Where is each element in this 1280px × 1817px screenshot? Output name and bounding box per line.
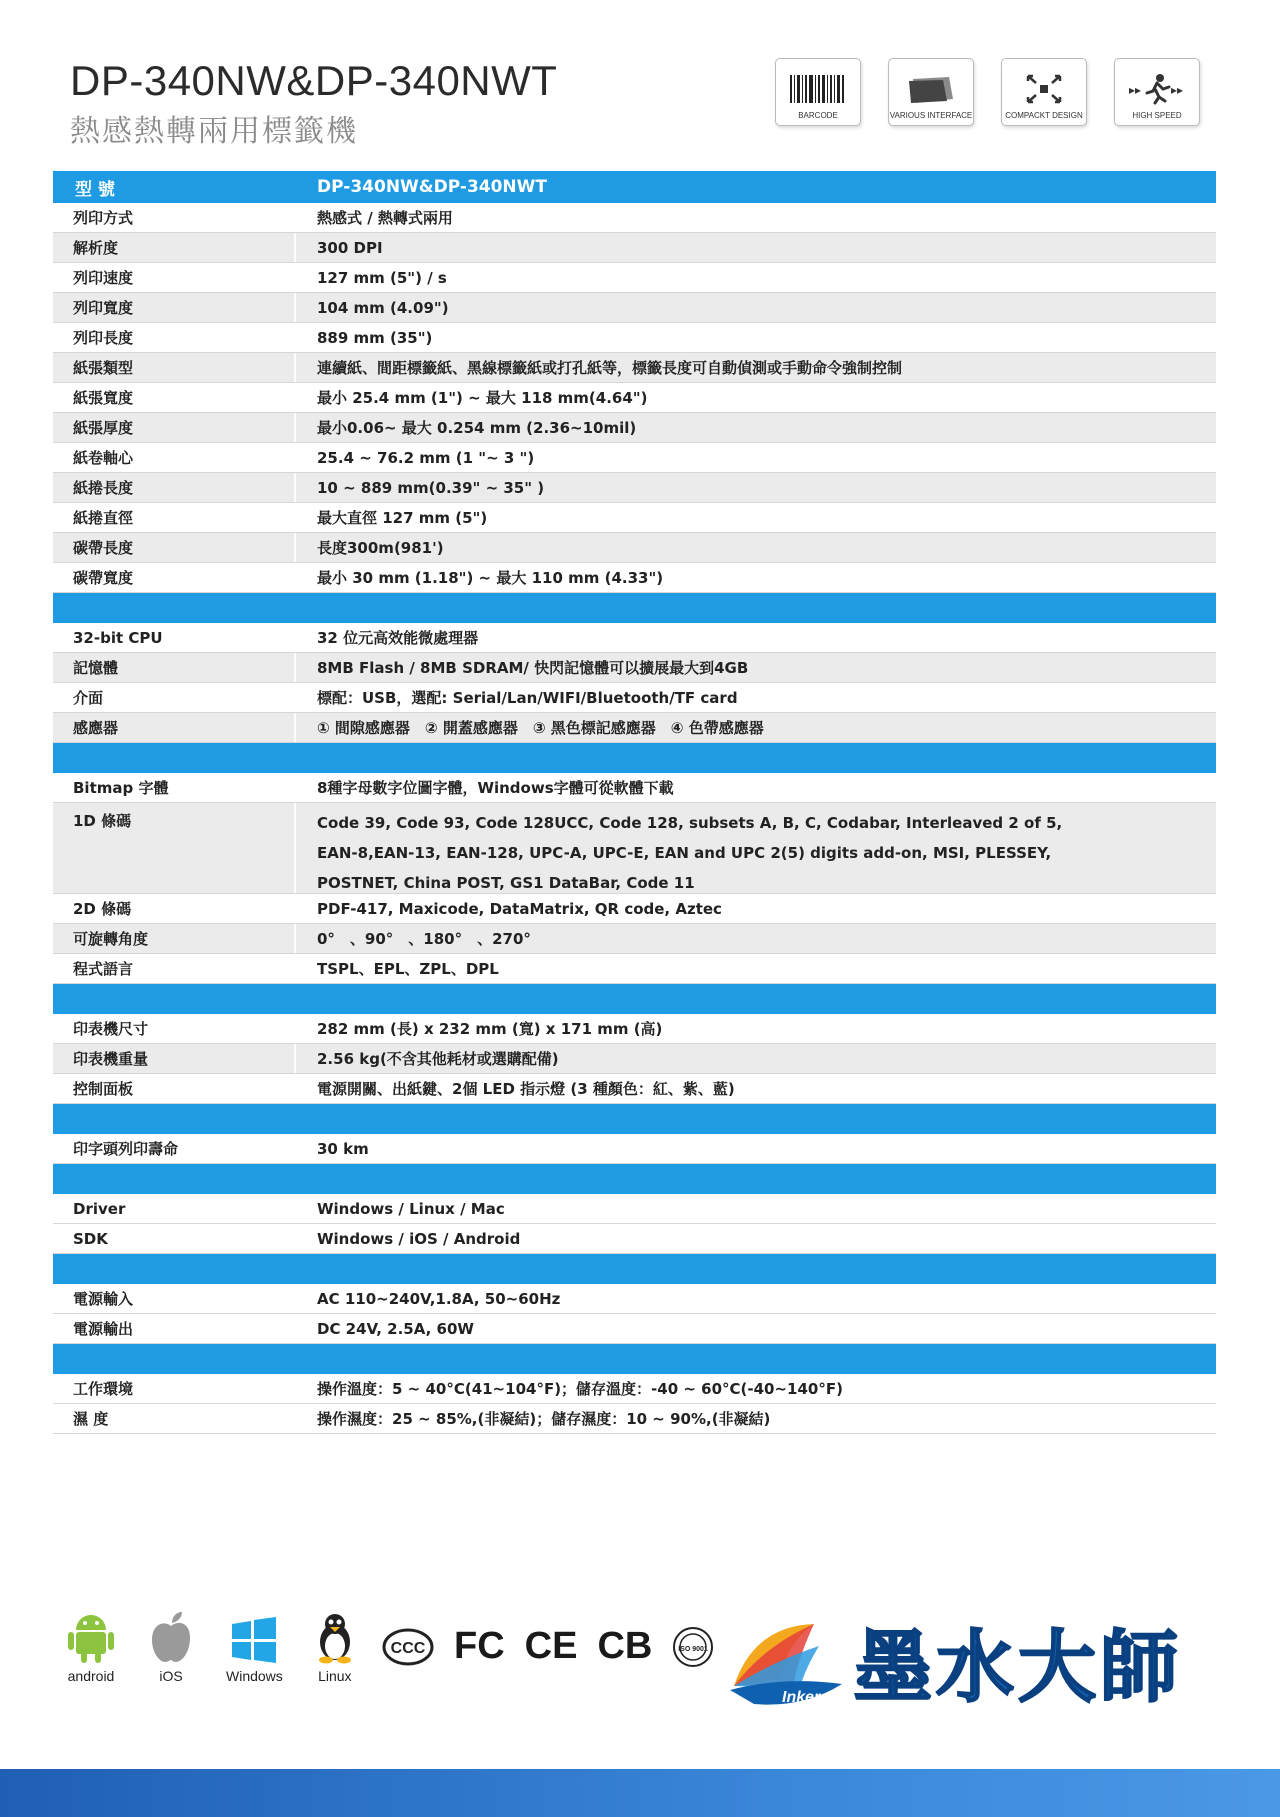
spec-key: 列印速度 [53, 263, 296, 292]
spec-value: 300 DPI [317, 238, 383, 257]
os-linux [315, 1612, 355, 1684]
spec-key: 解析度 [53, 233, 296, 262]
spec-value: 127 mm (5") / s [317, 268, 447, 287]
feature-label: HIGH SPEED [1132, 111, 1182, 120]
spec-value: DC 24V, 2.5A, 60W [317, 1319, 474, 1338]
section-band [53, 1344, 1216, 1374]
spec-row [53, 683, 1216, 713]
feature-icons [775, 58, 1200, 126]
spec-value: 0° 、90° 、180° 、270° [317, 930, 531, 948]
spec-header-value: DP-340NW&DP-340NWT [317, 177, 548, 197]
spec-value: 最小0.06~ 最大 0.254 mm (2.36~10mil) [317, 419, 637, 437]
spec-value: 電源開關、出紙鍵、2個 LED 指示燈 (3 種顏色：紅、紫、藍) [317, 1080, 735, 1098]
spec-key: 印表機尺寸 [53, 1014, 296, 1043]
os-android [66, 1610, 116, 1684]
spec-key: 印字頭列印壽命 [53, 1134, 296, 1163]
page-title: DP-340NW&DP-340NWT [70, 57, 558, 104]
spec-key: 2D 條碼 [53, 894, 296, 923]
ccc-icon [382, 1627, 434, 1667]
fc-mark: FC [454, 1625, 505, 1667]
svg-text:▸▸: ▸▸ [1129, 83, 1142, 97]
title-block [70, 56, 557, 152]
spec-key: 濕 度 [53, 1404, 296, 1433]
spec-header-row [53, 171, 1216, 203]
spec-key: 紙張寬度 [53, 383, 296, 412]
spec-value: 30 km [317, 1139, 369, 1158]
android-icon [66, 1610, 116, 1664]
ce-mark: CE [524, 1625, 578, 1667]
spec-value: 最小 25.4 mm (1") ~ 最大 118 mm(4.64") [317, 389, 648, 407]
spec-key: 紙張類型 [53, 353, 296, 382]
footer-bar [0, 1769, 1280, 1817]
spec-value: Windows / iOS / Android [317, 1229, 521, 1248]
spec-row [53, 233, 1216, 263]
ccc-text: CCC [390, 1639, 426, 1657]
feature-interface [888, 58, 974, 126]
spec-key: 碳帶長度 [53, 533, 296, 562]
os-ios [148, 1610, 194, 1684]
spec-value: PDF-417, Maxicode, DataMatrix, QR code, Aztec [317, 899, 722, 918]
spec-key: 列印方式 [53, 203, 296, 232]
section-band [53, 1104, 1216, 1134]
section-band [53, 1254, 1216, 1284]
os-logos [66, 1610, 355, 1684]
spec-value: 操作濕度：25 ~ 85%,(非凝結)；儲存濕度：10 ~ 90%,(非凝結) [317, 1410, 771, 1428]
spec-row [53, 924, 1216, 954]
windows-icon [230, 1616, 278, 1664]
spec-row [53, 1224, 1216, 1254]
spec-row [53, 713, 1216, 743]
spec-key: 介面 [53, 683, 296, 712]
os-label: iOS [159, 1668, 183, 1684]
page-subtitle: 熱感熱轉兩用標籤機 [70, 114, 358, 149]
spec-row [53, 473, 1216, 503]
spec-row [53, 503, 1216, 533]
spec-value [296, 803, 1216, 893]
spec-row [53, 1014, 1216, 1044]
spec-row [53, 413, 1216, 443]
spec-value: 104 mm (4.09") [317, 298, 449, 317]
spec-row [53, 894, 1216, 924]
interface-cards-icon [903, 75, 959, 105]
spec-key: 列印寬度 [53, 293, 296, 322]
spec-key: 列印長度 [53, 323, 296, 352]
spec-value-line: Code 39, Code 93, Code 128UCC, Code 128, subsets A, B, C, Codabar, Interleaved 2 of 5, [317, 814, 1063, 832]
spec-value: 長度300m(981') [317, 539, 444, 557]
runner-icon [1127, 73, 1187, 105]
feature-label: COMPACKT DESIGN [1005, 111, 1083, 120]
os-label: Windows [226, 1668, 283, 1684]
spec-row [53, 1404, 1216, 1434]
spec-value: 282 mm (長) x 232 mm (寬) x 171 mm (高) [317, 1020, 663, 1038]
spec-value: 25.4 ~ 76.2 mm (1 "~ 3 ") [317, 448, 535, 467]
spec-key: 程式語言 [53, 954, 296, 983]
feature-label: VARIOUS INTERFACE [889, 111, 973, 120]
spec-key: 感應器 [53, 713, 296, 742]
spec-value: 2.56 kg(不含其他耗材或選購配備) [317, 1050, 559, 1068]
spec-row [53, 623, 1216, 653]
spec-value: 熱感式 / 熱轉式兩用 [317, 209, 453, 227]
section-band [53, 743, 1216, 773]
compact-arrows-icon [1024, 73, 1064, 105]
spec-value: 32 位元高效能微處理器 [317, 629, 479, 647]
spec-value: 最小 30 mm (1.18") ~ 最大 110 mm (4.33") [317, 569, 664, 587]
spec-row [53, 653, 1216, 683]
spec-value-line: POSTNET, China POST, GS1 DataBar, Code 11 [317, 874, 695, 892]
spec-key: Bitmap 字體 [53, 773, 296, 802]
inker-logo-icon [724, 1616, 844, 1706]
linux-tux-icon [315, 1612, 355, 1664]
spec-key: 印表機重量 [53, 1044, 296, 1073]
spec-row [53, 1314, 1216, 1344]
barcode-icon [788, 73, 848, 105]
inker-logo-text: Inker [782, 1689, 821, 1706]
spec-key: 工作環境 [53, 1374, 296, 1403]
section-band [53, 984, 1216, 1014]
spec-key: 紙捲直徑 [53, 503, 296, 532]
brand-logo [724, 1605, 1182, 1717]
spec-value: 8種字母數字位圖字體，Windows字體可從軟體下載 [317, 779, 674, 797]
spec-row [53, 954, 1216, 984]
section-band [53, 1164, 1216, 1194]
feature-barcode [775, 58, 861, 126]
spec-key: 紙卷軸心 [53, 443, 296, 472]
spec-value: 8MB Flash / 8MB SDRAM/ 快閃記憶體可以擴展最大到4GB [317, 659, 749, 677]
spec-row [53, 263, 1216, 293]
feature-compact [1001, 58, 1087, 126]
spec-value-line: EAN-8,EAN-13, EAN-128, UPC-A, UPC-E, EAN and UPC 2(5) digits add-on, MSI, PLESSEY, [317, 844, 1052, 862]
spec-row [53, 323, 1216, 353]
iso-text: ISO 9001 [678, 1645, 709, 1653]
spec-row [53, 1044, 1216, 1074]
spec-row [53, 293, 1216, 323]
apple-icon [148, 1610, 194, 1664]
brand-name: 墨水大師 [854, 1623, 1183, 1713]
spec-row [53, 1074, 1216, 1104]
feature-speed [1114, 58, 1200, 126]
spec-row [53, 803, 1216, 894]
spec-key: 電源輸入 [53, 1284, 296, 1313]
feature-label: BARCODE [798, 111, 838, 120]
spec-header-key: 型 號 [75, 179, 115, 200]
spec-key: Driver [53, 1194, 296, 1223]
spec-value: 連續紙、間距標籤紙、黑線標籤紙或打孔紙等，標籤長度可自動偵測或手動命令強制控制 [317, 359, 903, 377]
svg-text:▸▸: ▸▸ [1171, 83, 1184, 97]
spec-row [53, 383, 1216, 413]
spec-value: 最大直徑 127 mm (5") [317, 509, 488, 527]
section-band [53, 593, 1216, 623]
spec-value: AC 110~240V,1.8A, 50~60Hz [317, 1289, 561, 1308]
spec-key: SDK [53, 1224, 296, 1253]
spec-key: 紙張厚度 [53, 413, 296, 442]
spec-value: ① 間隙感應器 ② 開蓋感應器 ③ 黑色標記感應器 ④ 色帶感應器 [317, 719, 764, 737]
spec-key: 紙捲長度 [53, 473, 296, 502]
spec-table [53, 171, 1216, 1434]
spec-value: 10 ~ 889 mm(0.39" ~ 35" ) [317, 478, 545, 497]
os-windows [226, 1616, 283, 1684]
spec-row [53, 1374, 1216, 1404]
spec-key: 1D 條碼 [53, 803, 296, 893]
os-label: Linux [318, 1668, 352, 1684]
spec-row [53, 1194, 1216, 1224]
spec-row [53, 1134, 1216, 1164]
spec-key: 記憶體 [53, 653, 296, 682]
spec-value: 889 mm (35") [317, 328, 433, 347]
spec-row [53, 353, 1216, 383]
spec-key: 控制面板 [53, 1074, 296, 1103]
certification-logos [382, 1625, 714, 1668]
os-label: android [67, 1668, 115, 1684]
cb-mark: CB [597, 1625, 653, 1667]
spec-row [53, 773, 1216, 803]
spec-row [53, 563, 1216, 593]
spec-row [53, 443, 1216, 473]
spec-key: 電源輸出 [53, 1314, 296, 1343]
spec-row [53, 203, 1216, 233]
spec-value: 標配：USB，選配: Serial/Lan/WIFI/Bluetooth/TF card [317, 689, 738, 707]
iso-seal-icon [672, 1626, 714, 1668]
spec-value: Windows / Linux / Mac [317, 1199, 505, 1218]
spec-value: 操作溫度：5 ~ 40°C(41~104°F)；儲存溫度：-40 ~ 60°C(-40~140°F) [317, 1380, 843, 1398]
spec-row [53, 533, 1216, 563]
spec-value: TSPL、EPL、ZPL、DPL [317, 960, 499, 978]
spec-key: 32-bit CPU [53, 623, 296, 652]
spec-key: 碳帶寬度 [53, 563, 296, 592]
spec-row [53, 1284, 1216, 1314]
spec-key: 可旋轉角度 [53, 924, 296, 953]
